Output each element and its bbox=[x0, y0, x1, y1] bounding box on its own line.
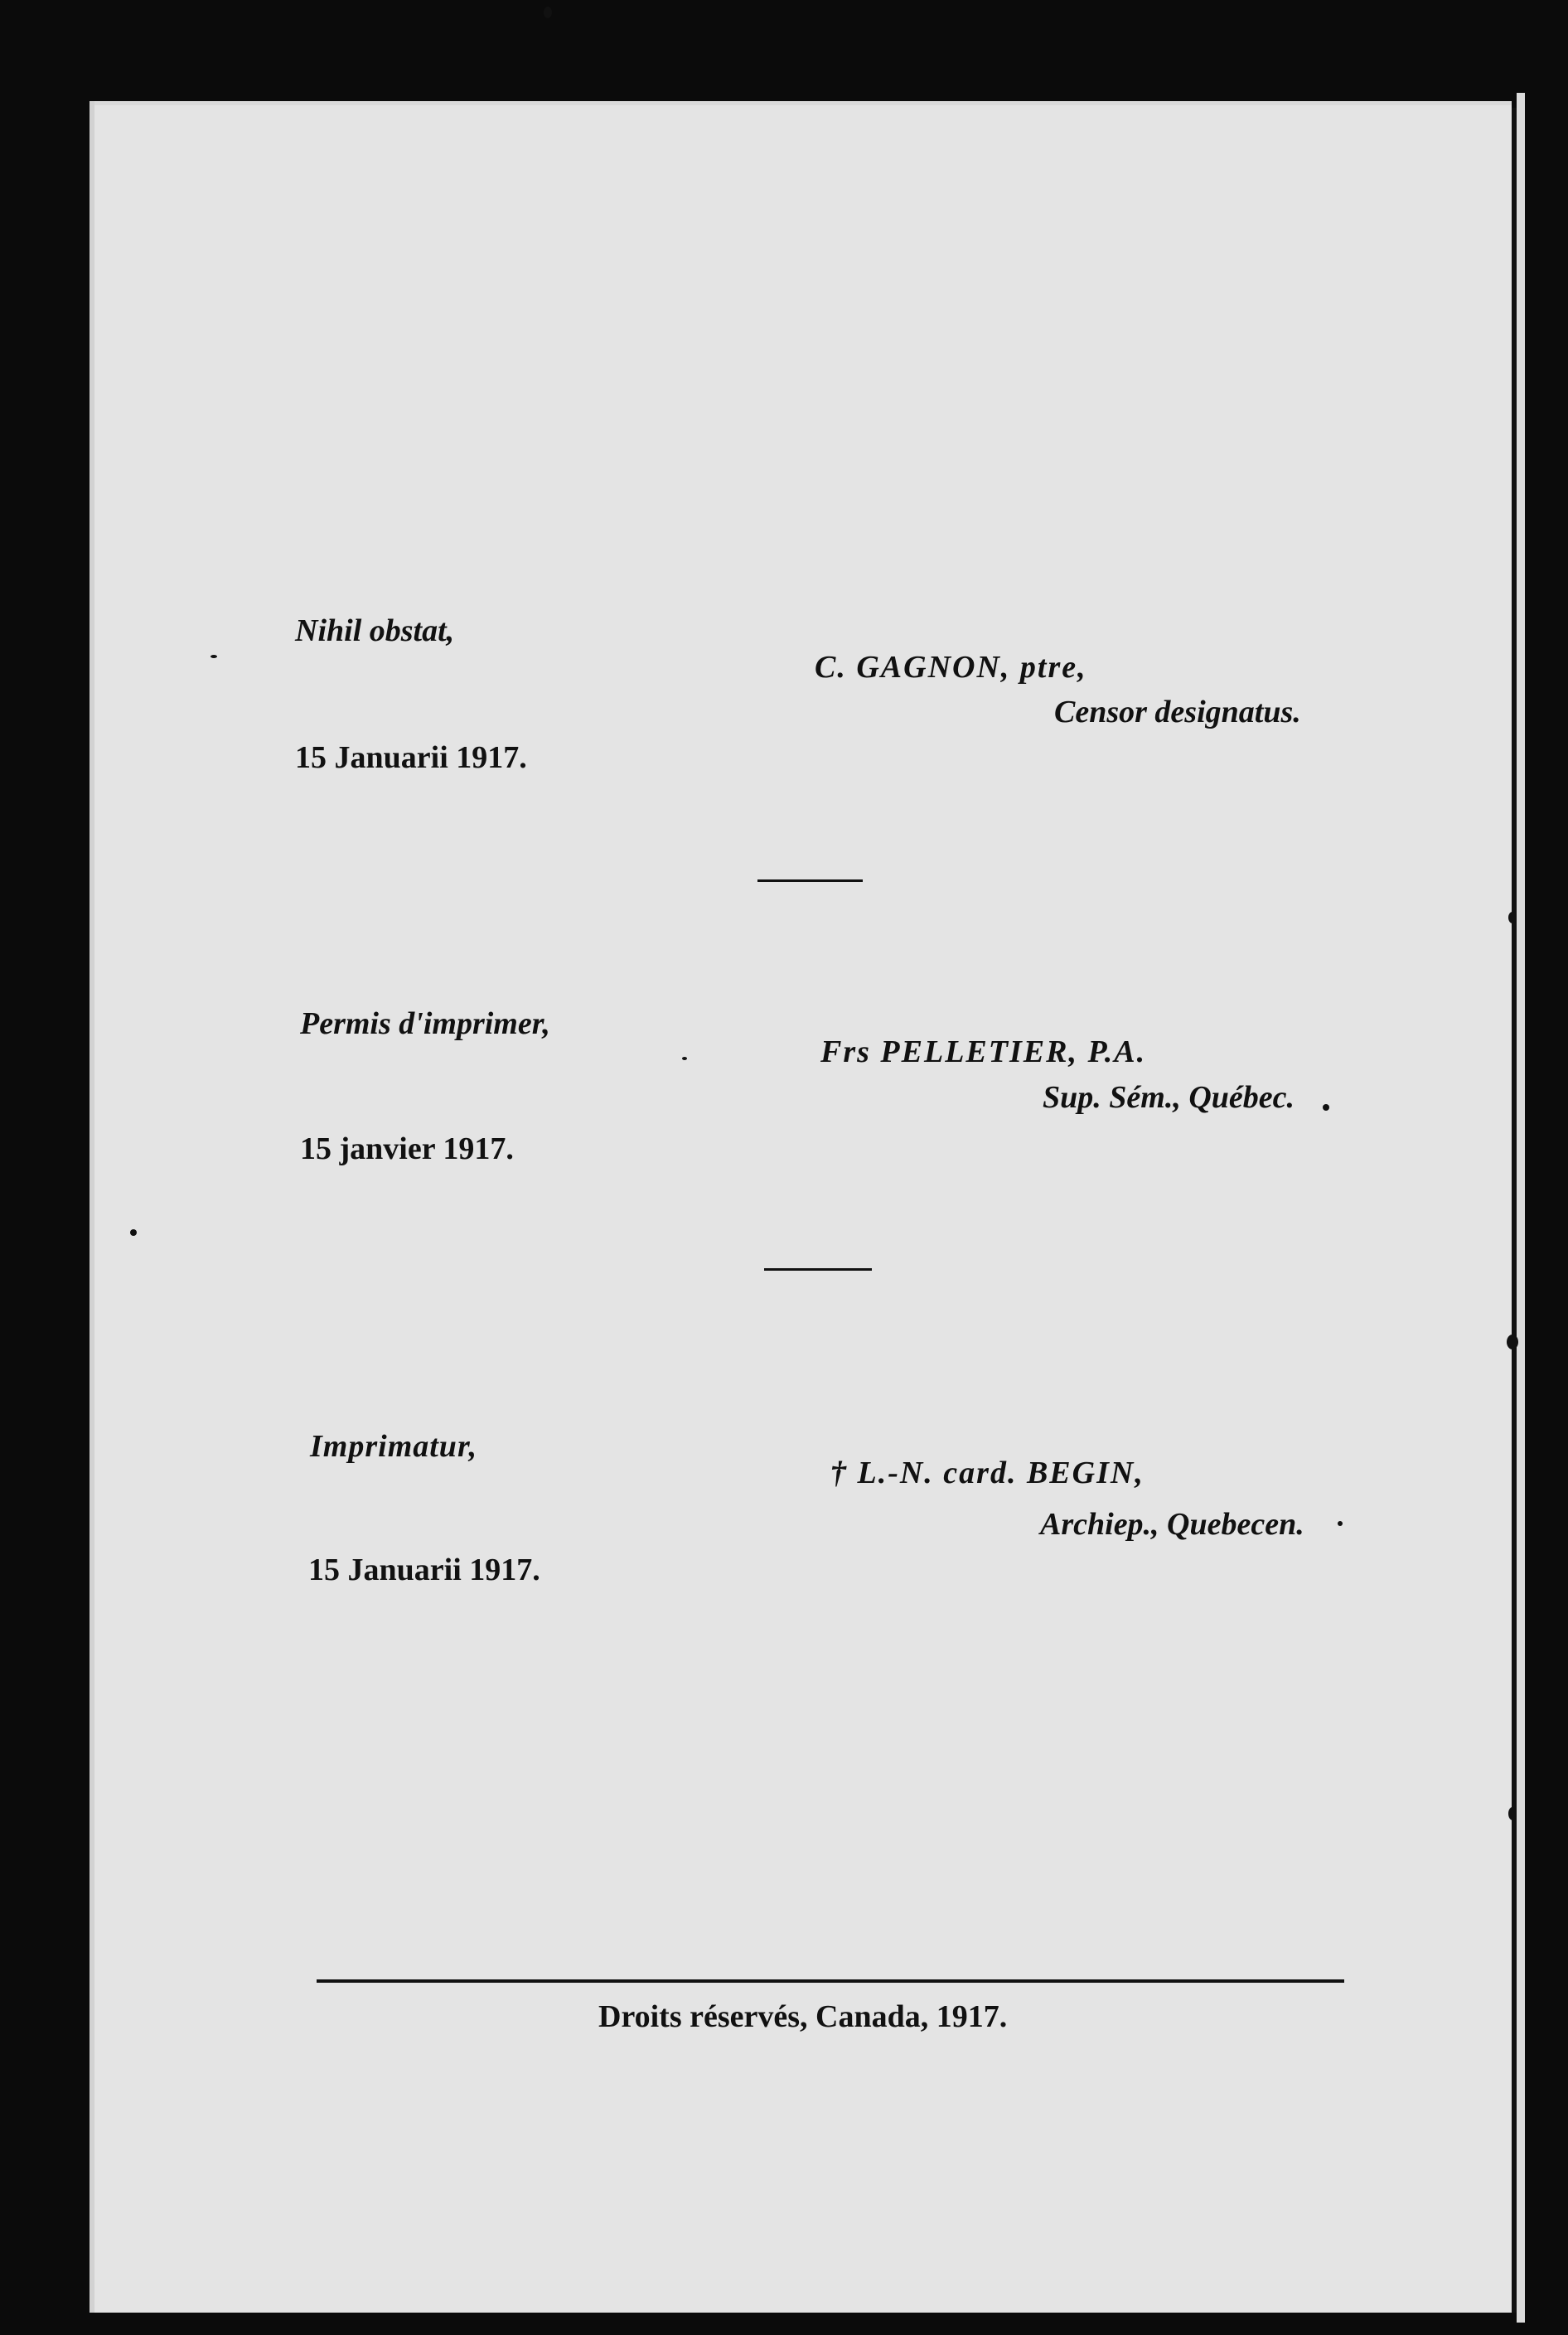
scan-speck bbox=[682, 1057, 687, 1060]
block1-date: 15 Januarii 1917. bbox=[295, 740, 527, 775]
block2-date: 15 janvier 1917. bbox=[300, 1131, 514, 1166]
scan-speck bbox=[130, 1229, 137, 1236]
block3-date: 15 Januarii 1917. bbox=[308, 1553, 540, 1587]
scan-speck bbox=[1323, 1104, 1329, 1111]
imprimatur-label: Imprimatur, bbox=[310, 1429, 478, 1464]
scan-speck bbox=[1507, 1335, 1518, 1349]
superior-signer: Frs PELLETIER, P.A. bbox=[820, 1034, 1147, 1069]
footer-rule bbox=[317, 1979, 1344, 1983]
facing-page-edge bbox=[1517, 93, 1525, 2323]
archbishop-signer: † L.-N. card. BEGIN, bbox=[830, 1456, 1145, 1490]
separator-1 bbox=[757, 879, 863, 882]
archbishop-title: Archiep., Quebecen. bbox=[1040, 1507, 1304, 1542]
nihil-obstat-label: Nihil obstat, bbox=[295, 613, 455, 648]
scan-speck bbox=[211, 655, 217, 658]
copyright-notice: Droits réservés, Canada, 1917. bbox=[598, 1999, 1008, 2034]
superior-title: Sup. Sém., Québec. bbox=[1043, 1080, 1295, 1115]
separator-2 bbox=[764, 1268, 872, 1271]
scan-speck bbox=[1508, 1807, 1517, 1820]
permis-label: Permis d'imprimer, bbox=[300, 1006, 550, 1041]
scan-speck bbox=[1508, 912, 1517, 923]
censor-signer: C. GAGNON, ptre, bbox=[815, 650, 1087, 685]
scan-speck bbox=[544, 7, 552, 18]
censor-title: Censor designatus. bbox=[1054, 695, 1301, 729]
scan-speck bbox=[1338, 1521, 1343, 1526]
